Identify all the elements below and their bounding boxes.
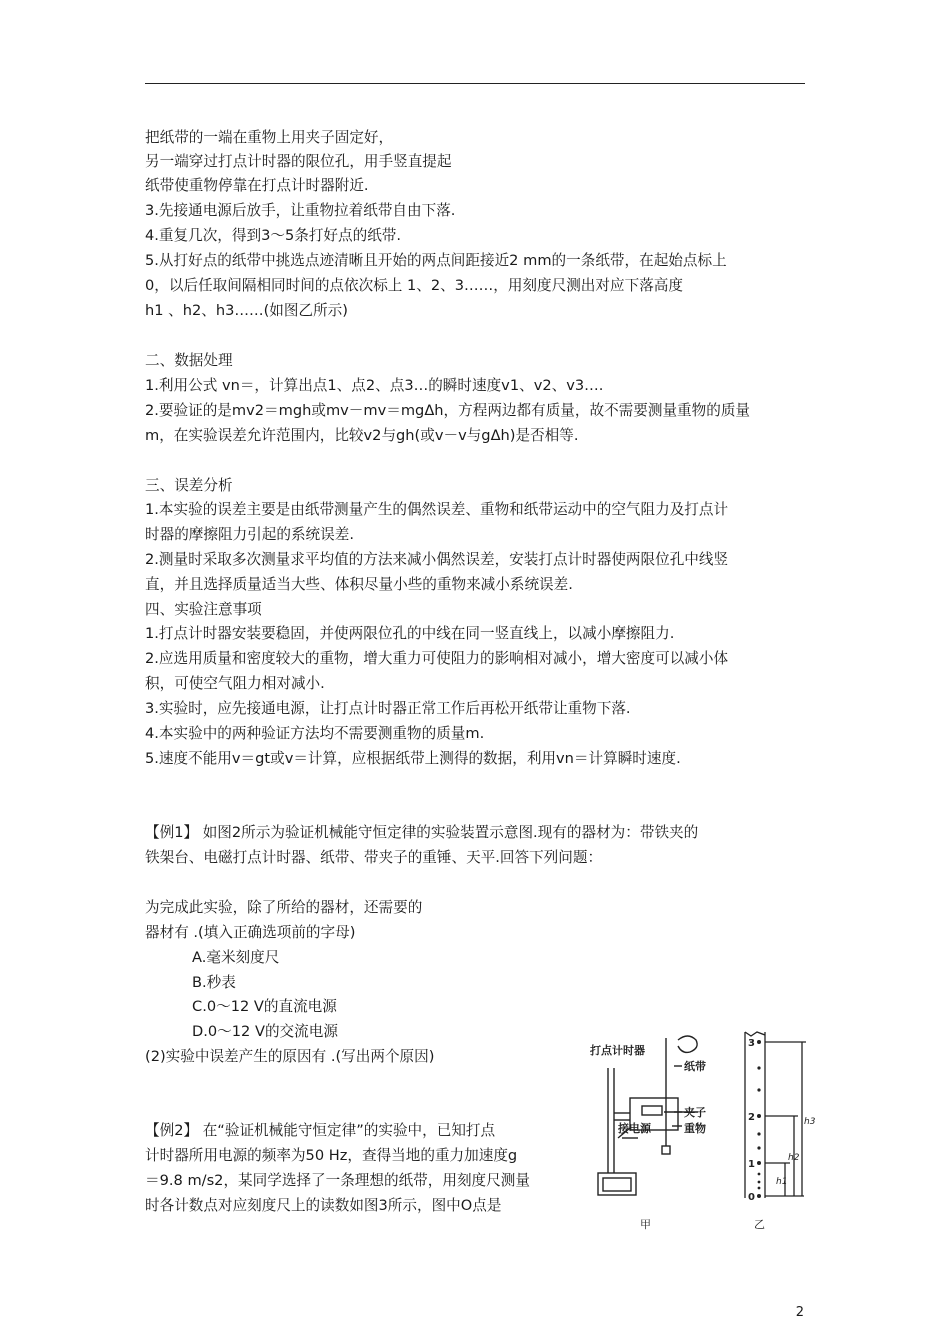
text-line: ＝9.8 m/s2，某同学选择了一条理想的纸带，用刻度尺测量 (145, 1172, 530, 1189)
section-heading: 三、误差分析 (145, 477, 233, 494)
section-heading: 二、数据处理 (145, 352, 233, 369)
example-1-heading: 【例1】 如图2所示为验证机械能守恒定律的实验装置示意图.现有的器材为：带铁夹的 (145, 824, 699, 841)
text-line: 2.要验证的是mv2＝mgh或mv－mv＝mgΔh，方程两边都有质量，故不需要测量重物的质量 (145, 402, 751, 419)
text-line: 计时器所用电源的频率为50 Hz，查得当地的重力加速度g (145, 1147, 518, 1164)
text-line: h1 、h2、h3……(如图乙所示) (145, 302, 348, 319)
apparatus-diagram (598, 1036, 698, 1195)
text-line: 为完成此实验，除了所给的器材，还需要的 (145, 899, 423, 916)
text-line: 5.从打好点的纸带中挑选点迹清晰且开始的两点间距接近2 mm的一条纸带，在起始点标上 (145, 252, 727, 269)
label-tape: 纸带 (684, 1060, 706, 1073)
question-2: (2)实验中误差产生的原因有 .(写出两个原因) (145, 1048, 435, 1065)
label-weight: 重物 (684, 1122, 706, 1135)
text-line: 2.应选用质量和密度较大的重物，增大重力可使阻力的影响相对减小，增大密度可以减小体 (145, 650, 729, 667)
label-power: 接电源 (618, 1122, 651, 1135)
text-line: 2.测量时采取多次测量求平均值的方法来减小偶然误差，安装打点计时器使两限位孔中线竖 (145, 551, 729, 568)
header-rule (145, 83, 805, 84)
height-label: h3 (804, 1117, 816, 1127)
height-label: h2 (788, 1153, 800, 1163)
text-line: 直，并且选择质量适当大些、体积尽量小些的重物来减小系统误差. (145, 576, 573, 593)
option-d: D.0～12 V的交流电源 (192, 1023, 338, 1040)
text-line: 4.重复几次，得到3～5条打好点的纸带. (145, 227, 402, 244)
text-line: m，在实验误差允许范围内，比较v2与gh(或v－v与gΔh)是否相等. (145, 427, 579, 444)
option-c: C.0～12 V的直流电源 (192, 998, 337, 1015)
text-line: 1.本实验的误差主要是由纸带测量产生的偶然误差、重物和纸带运动中的空气阻力及打点计 (145, 501, 729, 518)
apparatus-figure (578, 1028, 816, 1238)
tape-points (757, 1040, 761, 1198)
page-number: 2 (795, 1305, 804, 1320)
text-line: 另一端穿过打点计时器的限位孔，用手竖直提起 (145, 153, 452, 170)
caption-left: 甲 (640, 1218, 651, 1231)
option-b: B.秒表 (192, 974, 236, 991)
option-a: A.毫米刻度尺 (192, 949, 280, 966)
text-line: 纸带使重物停靠在打点计时器附近. (145, 177, 369, 194)
text-line: 时各计数点对应刻度尺上的读数如图3所示，图中O点是 (145, 1197, 502, 1214)
example-2-heading: 【例2】 在“验证机械能守恒定律”的实验中，已知打点 (145, 1122, 496, 1139)
height-label: h1 (776, 1177, 788, 1187)
section-heading: 四、实验注意事项 (145, 601, 262, 618)
text-line: 5.速度不能用v＝gt或v＝计算，应根据纸带上测得的数据，利用vn＝计算瞬时速度. (145, 750, 681, 767)
text-line: 器材有 .(填入正确选项前的字母) (145, 924, 356, 941)
label-timer: 打点计时器 (590, 1044, 645, 1057)
text-line: 3.实验时，应先接通电源，让打点计时器正常工作后再松开纸带让重物下落. (145, 700, 631, 717)
point-label: 0 (748, 1192, 755, 1203)
label-clip: 夹子 (684, 1106, 706, 1119)
point-label: 1 (748, 1159, 755, 1170)
text-line: 积，可使空气阻力相对减小. (145, 675, 325, 692)
point-label: 2 (748, 1112, 755, 1123)
text-line: 3.先接通电源后放手，让重物拉着纸带自由下落. (145, 202, 456, 219)
text-line: 0，以后任取间隔相同时间的点依次标上 1、2、3……，用刻度尺测出对应下落高度 (145, 277, 683, 294)
text-line: 1.打点计时器安装要稳固，并使两限位孔的中线在同一竖直线上，以减小摩擦阻力. (145, 625, 675, 642)
caption-right: 乙 (754, 1218, 765, 1231)
text-line: 4.本实验中的两种验证方法均不需要测重物的质量m. (145, 725, 485, 742)
point-label: 3 (748, 1038, 755, 1049)
text-line: 1.利用公式 vn＝，计算出点1、点2、点3…的瞬时速度v1、v2、v3…. (145, 377, 604, 394)
text-line: 把纸带的一端在重物上用夹子固定好， (145, 129, 394, 146)
text-line: 时器的摩擦阻力引起的系统误差. (145, 526, 354, 543)
text-line: 铁架台、电磁打点计时器、纸带、带夹子的重锤、天平.回答下列问题： (145, 849, 603, 866)
